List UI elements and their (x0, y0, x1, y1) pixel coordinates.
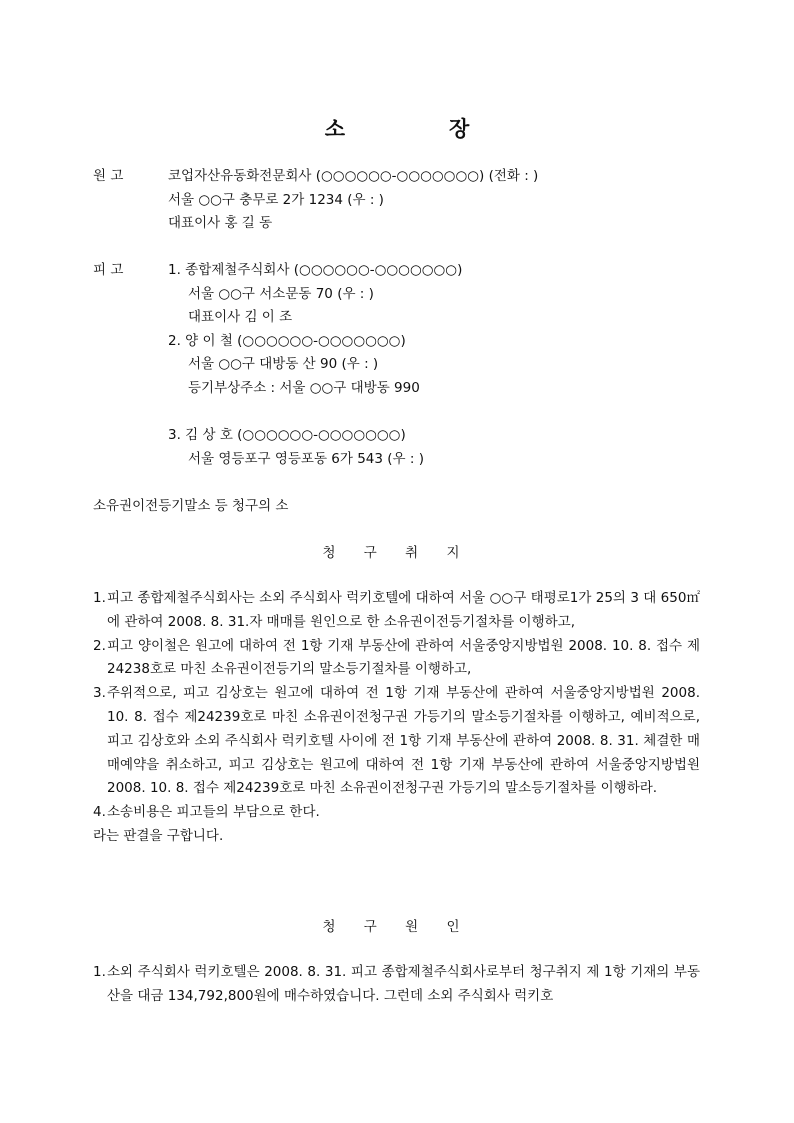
item-text: 소외 주식회사 럭키호텔은 2008. 8. 31. 피고 종합제철주식회사로부터 청구취지 제 1항 기재의 부동산을 대금 134,792,800원에 매수하였습니다. 그런데 소외 주식회사 럭키호 (107, 964, 700, 1004)
claim-purpose-closing: 라는 판결을 구합니다. (93, 827, 224, 844)
item-number: 1. (93, 964, 106, 980)
plaintiff-representative-line: 대표이사 홍 길 동 (168, 215, 273, 231)
item-text: 피고 종합제철주식회사는 소외 주식회사 럭키호텔에 대하여 서울 ○○구 태평로1가 25의 3 대 650㎡에 관하여 2008. 8. 31.자 매매를 원인으로 한 소유권이전등기절차를 이행하고, (107, 590, 700, 630)
item-text: 소송비용은 피고들의 부담으로 한다. (107, 804, 320, 821)
claim-cause-heading: 청 구 원 인 (322, 919, 472, 935)
defendants-label: 피 고 (93, 262, 124, 278)
claim-purpose-item (93, 801, 700, 825)
item-text: 주위적으로, 피고 김상호는 원고에 대하여 전 1항 기재 부동산에 관하여 서울중앙지방법원 2008. 10. 8. 접수 제24239호로 마친 소유권이전청구권 가등기의 말소등기절차를 이행하고, 예비적으로, 피고 김상호와 소외 주식회사 럭키호텔 사이에 전 1항 기재 부동산에 관하여 2008. 8. 31. 체결한 매매예약을 취소하고, 피고 김상호는 원고에 대하여 전 1항 기재 부동산에 관하여 서울중앙지방법원 2008. 10. 8. 접수 제24239호로 마친 소유권이전청구권 가등기의 말소등기절차를 이행하라. (107, 685, 700, 797)
title-char-2: 장 (449, 117, 470, 141)
defendant-2-address-line: 서울 ○○구 대방동 산 90 (우 : ) (188, 356, 379, 372)
item-number: 1. (93, 590, 106, 606)
defendant-3-name-line: 3. 김 상 호 (○○○○○○-○○○○○○○) (168, 427, 406, 443)
defendant-2-name-line: 2. 양 이 철 (○○○○○○-○○○○○○○) (168, 333, 406, 349)
claim-cause-item (93, 961, 700, 1009)
claim-purpose-item (93, 587, 700, 635)
item-text: 피고 양이철은 원고에 대하여 전 1항 기재 부동산에 관하여 서울중앙지방법원 2008. 10. 8. 접수 제24238호로 마친 소유권이전등기의 말소등기절차를 이행하고, (107, 637, 700, 678)
defendant-1-address-line: 서울 ○○구 서소문동 70 (우 : ) (188, 286, 374, 302)
defendant-2-registry-address-line: 등기부상주소 : 서울 ○○구 대방동 990 (188, 380, 420, 396)
document-title (0, 113, 794, 143)
case-name: 소유권이전등기말소 등 청구의 소 (93, 498, 289, 514)
item-number: 2. (93, 637, 106, 654)
item-number: 4. (93, 804, 106, 821)
defendant-1-representative-line: 대표이사 김 이 조 (188, 309, 293, 325)
claim-purpose-list (93, 587, 700, 849)
item-number: 3. (93, 685, 106, 702)
claim-purpose-item (93, 682, 700, 801)
plaintiff-address-line: 서울 ○○구 충무로 2가 1234 (우 : ) (168, 192, 384, 208)
defendant-1-name-line: 1. 종합제철주식회사 (○○○○○○-○○○○○○○) (168, 262, 463, 278)
title-char-1: 소 (324, 117, 345, 141)
defendant-3-address-line: 서울 영등포구 영등포동 6가 543 (우 : ) (188, 451, 424, 467)
plaintiff-label: 원 고 (93, 168, 124, 184)
claim-cause-list (93, 961, 700, 1009)
claim-purpose-heading: 청 구 취 지 (322, 545, 472, 561)
plaintiff-name-line: 코업자산유동화전문회사 (○○○○○○-○○○○○○○) (전화 : ) (168, 168, 539, 184)
claim-purpose-item (93, 635, 700, 683)
